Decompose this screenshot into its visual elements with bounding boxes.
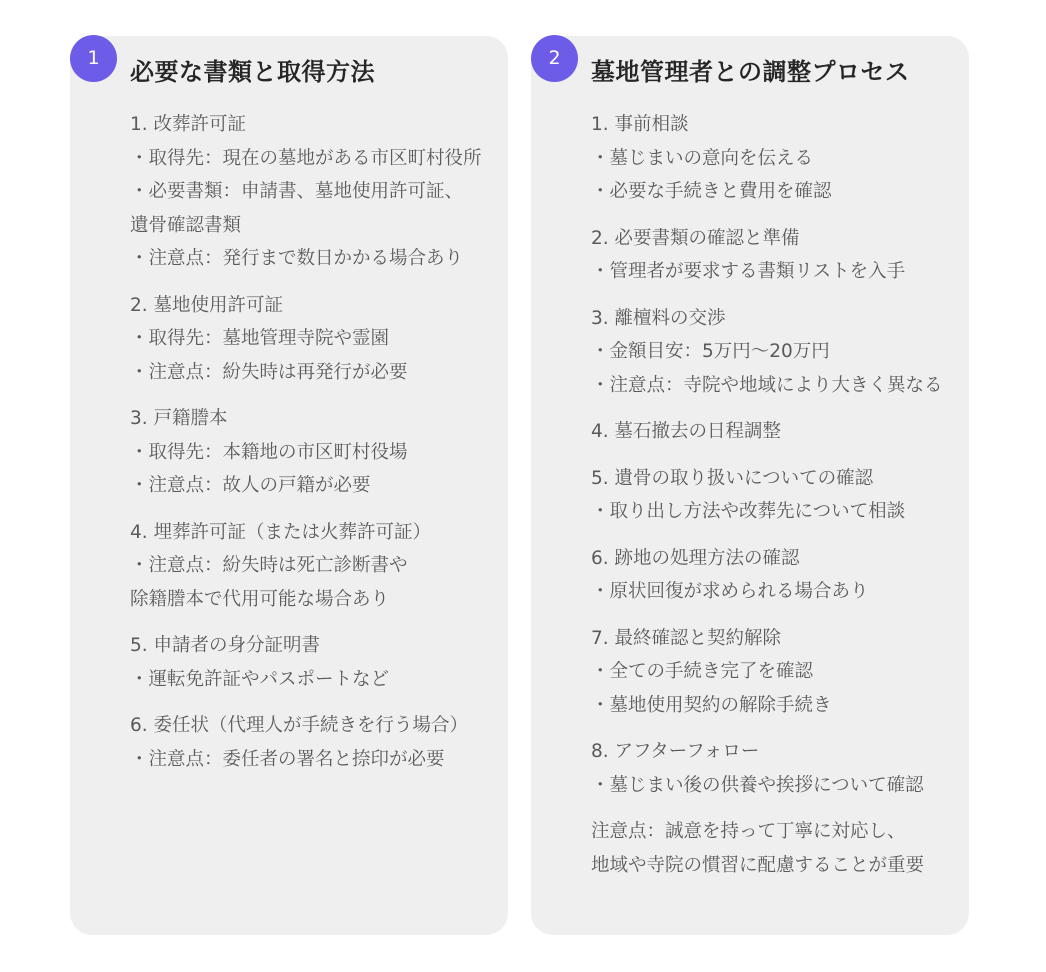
section-line: ・原状回復が求められる場合あり <box>591 581 869 602</box>
section-line: 除籍謄本で代用可能な場合あり <box>130 588 390 610</box>
section-line: ・必要書類：申請書、墓地使用許可証、 <box>130 181 464 202</box>
content-section <box>591 622 969 723</box>
card-title: 墓地管理者との調整プロセス <box>591 58 910 86</box>
section-line: ・管理者が要求する書類リストを入手 <box>591 261 906 282</box>
section-line: ・全ての手続き完了を確認 <box>591 661 814 682</box>
section-heading: 3. 戸籍謄本 <box>130 408 228 429</box>
section-heading: 6. 委任状（代理人が手続きを行う場合） <box>130 715 469 736</box>
card-coordination-process <box>531 36 969 935</box>
section-heading: 8. アフターフォロー <box>591 741 760 762</box>
section-heading: 1. 改葬許可証 <box>130 114 247 135</box>
section-line: ・注意点：寺院や地域により大きく異なる <box>591 374 943 396</box>
section-line: ・墓地使用契約の解除手続き <box>591 694 832 716</box>
content-section <box>130 709 508 776</box>
section-heading: 7. 最終確認と契約解除 <box>591 627 782 649</box>
section-line: ・金額目安：5万円～20万円 <box>591 341 830 362</box>
section-line: ・注意点：紛失時は死亡診断書や <box>130 555 408 576</box>
section-line: ・取り出し方法や改葬先について相談 <box>591 501 906 522</box>
content-section <box>130 402 508 503</box>
section-heading: 3. 離檀料の交渉 <box>591 307 726 329</box>
content-section <box>130 108 508 276</box>
step-badge-2: 2 <box>531 35 578 82</box>
card-sections <box>130 108 508 789</box>
section-line: ・注意点：紛失時は再発行が必要 <box>130 361 408 383</box>
section-heading: 注意点：誠意を持って丁寧に対応し、 <box>591 821 906 842</box>
section-heading: 6. 跡地の処理方法の確認 <box>591 547 800 569</box>
section-line: ・墓じまい後の供養や挨拶について確認 <box>591 774 924 796</box>
content-section <box>591 815 969 882</box>
content-section <box>591 542 969 609</box>
step-badge-1: 1 <box>70 35 117 82</box>
section-line: ・取得先：本籍地の市区町村役場 <box>130 441 408 463</box>
section-heading: 2. 必要書類の確認と準備 <box>591 227 800 249</box>
section-heading: 5. 遺骨の取り扱いについての確認 <box>591 467 874 489</box>
content-section <box>130 629 508 696</box>
content-section <box>591 108 969 209</box>
card-sections <box>591 108 969 895</box>
section-line: 地域や寺院の慣習に配慮することが重要 <box>591 854 925 876</box>
section-line: ・墓じまいの意向を伝える <box>591 147 814 169</box>
section-line: ・必要な手続きと費用を確認 <box>591 181 832 202</box>
section-line: ・運転免許証やパスポートなど <box>130 668 390 690</box>
section-heading: 4. 墓石撤去の日程調整 <box>591 421 782 442</box>
section-heading: 4. 埋葬許可証（または火葬許可証） <box>130 521 432 543</box>
content-section <box>591 222 969 289</box>
content-section <box>130 516 508 617</box>
section-line: ・注意点：故人の戸籍が必要 <box>130 475 371 496</box>
section-heading: 1. 事前相談 <box>591 114 689 135</box>
card-title: 必要な書類と取得方法 <box>130 58 375 86</box>
section-heading: 5. 申請者の身分証明書 <box>130 635 321 656</box>
content-section <box>591 462 969 529</box>
content-section <box>591 735 969 802</box>
section-line: ・注意点：発行まで数日かかる場合あり <box>130 248 464 269</box>
section-heading: 2. 墓地使用許可証 <box>130 294 284 316</box>
content-section <box>130 289 508 390</box>
content-section <box>591 415 969 449</box>
card-required-documents <box>70 36 508 935</box>
section-line: ・注意点：委任者の署名と捺印が必要 <box>130 748 445 770</box>
section-line: ・取得先：墓地管理寺院や霊園 <box>130 328 390 349</box>
content-section <box>591 302 969 403</box>
section-line: ・取得先：現在の墓地がある市区町村役所 <box>130 147 482 169</box>
section-line: 遺骨確認書類 <box>130 214 242 236</box>
